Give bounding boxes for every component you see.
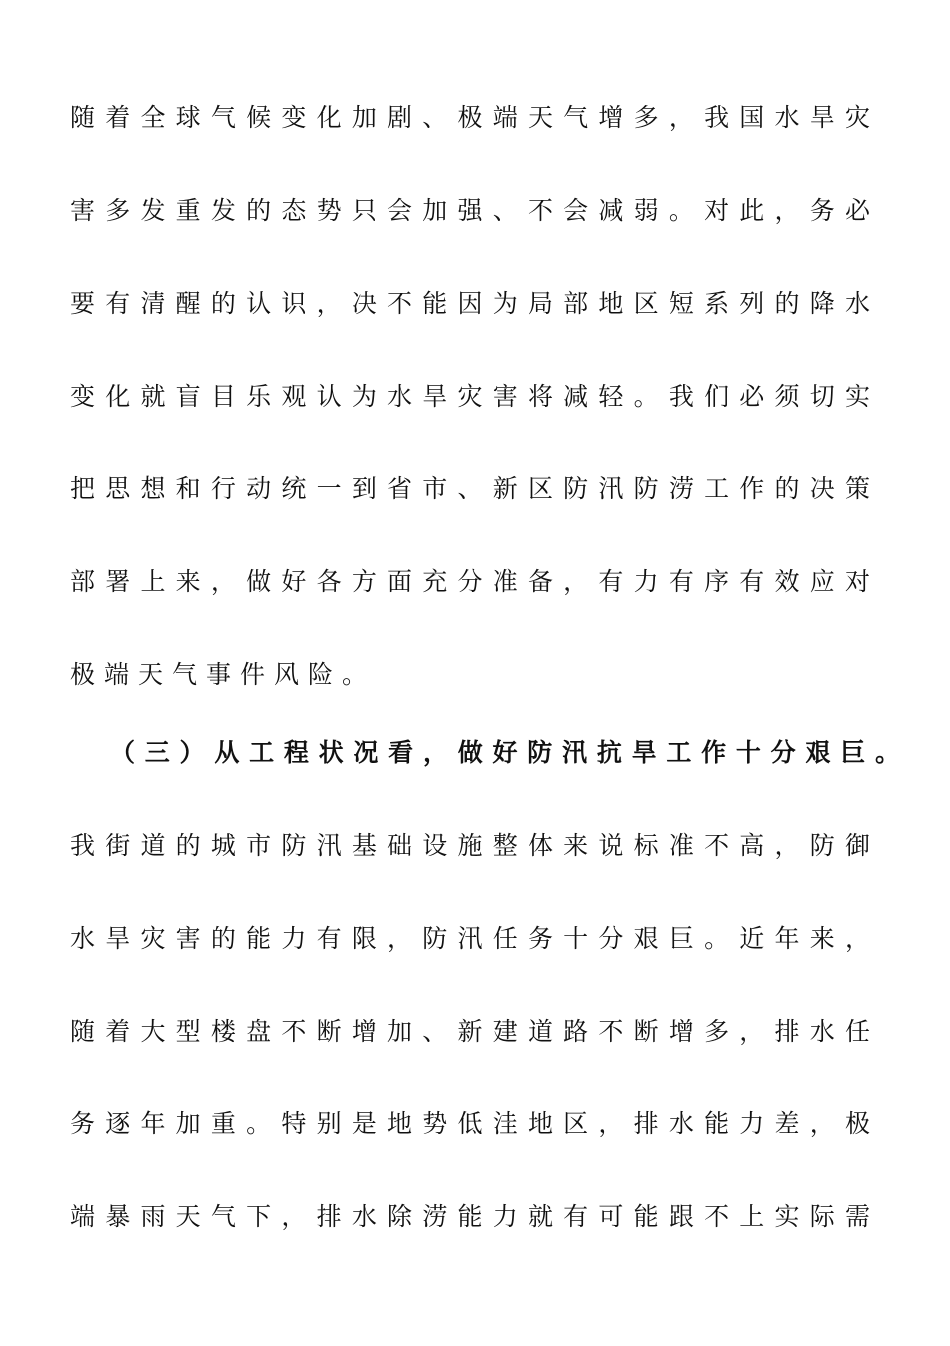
paragraph-line: 极端天气事件风险。: [70, 660, 377, 689]
paragraph-line: 要 有 清 醒 的 认 识 ， 决 不 能 因 为 局 部 地 区 短 系 列 的 降 水: [70, 289, 870, 318]
paragraph-line: 端 暴 雨 天 气 下 ， 排 水 除 涝 能 力 就 有 可 能 跟 不 上 实 际 需: [70, 1202, 870, 1231]
paragraph-line: 水 旱 灾 害 的 能 力 有 限 ， 防 汛 任 务 十 分 艰 巨 。 近 年 来 ，: [70, 924, 870, 953]
paragraph-line: 把 思 想 和 行 动 统 一 到 省 市 、 新 区 防 汛 防 涝 工 作 的 决 策: [70, 474, 870, 503]
paragraph-line: 害 多 发 重 发 的 态 势 只 会 加 强 、 不 会 减 弱 。 对 此 ， 务 必: [70, 196, 870, 225]
paragraph-line: 随 着 全 球 气 候 变 化 加 剧 、 极 端 天 气 增 多 ， 我 国 水 旱 灾: [70, 103, 870, 132]
paragraph-line: 随 着 大 型 楼 盘 不 断 增 加 、 新 建 道 路 不 断 增 多 ， 排 水 任: [70, 1017, 870, 1046]
paragraph-line: 务 逐 年 加 重 。 特 别 是 地 势 低 洼 地 区 ， 排 水 能 力 差 ， 极: [70, 1109, 870, 1138]
paragraph-line: 变 化 就 盲 目 乐 观 认 为 水 旱 灾 害 将 减 轻 。 我 们 必 须 切 实: [70, 382, 870, 411]
paragraph-line: 我 街 道 的 城 市 防 汛 基 础 设 施 整 体 来 说 标 准 不 高 ， 防 御: [70, 831, 870, 860]
section-heading: （ 三 ） 从 工 程 状 况 看 ， 做 好 防 汛 抗 旱 工 作 十 分 艰 巨 。: [110, 738, 900, 767]
paragraph-line: 部 署 上 来 ， 做 好 各 方 面 充 分 准 备 ， 有 力 有 序 有 效 应 对: [70, 567, 870, 596]
